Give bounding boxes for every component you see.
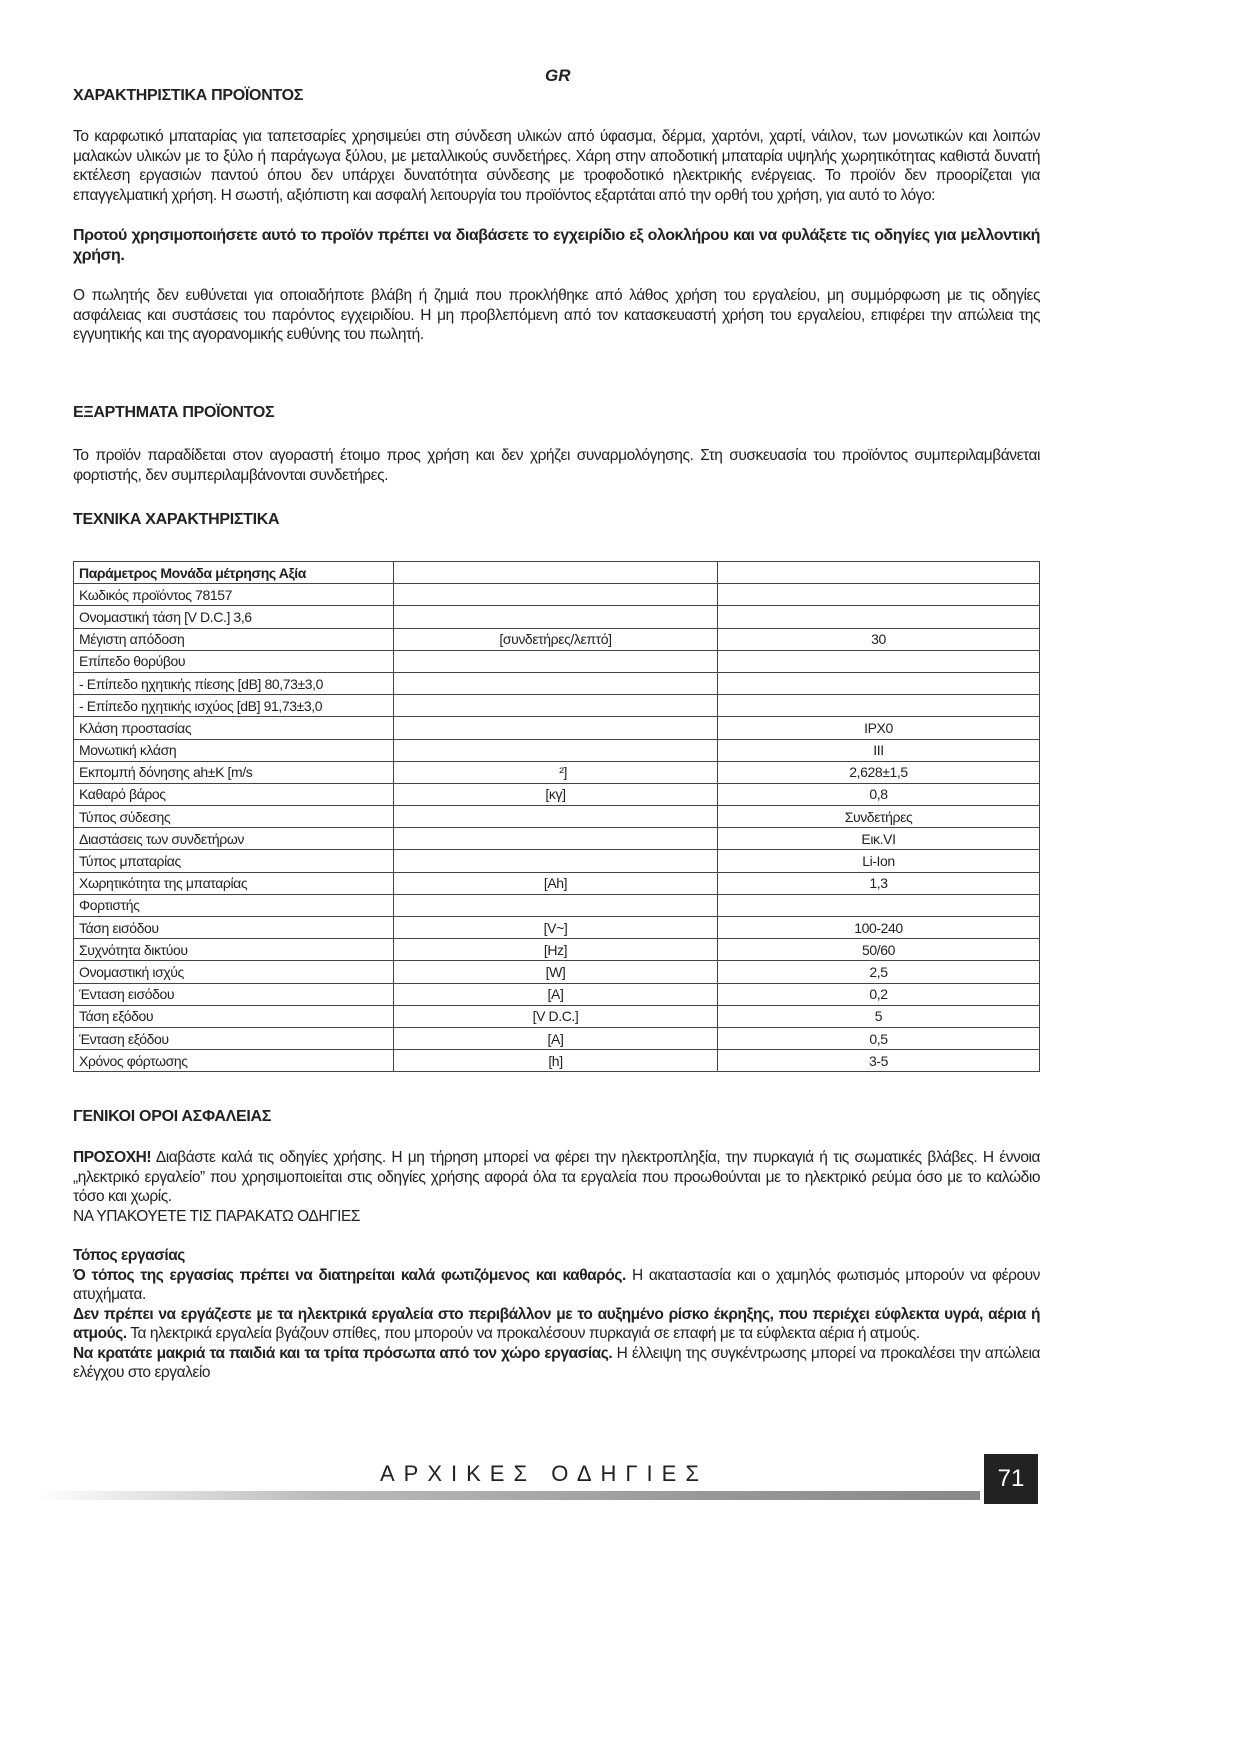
- table-cell: 0,8: [718, 783, 1040, 805]
- table-cell: Li-Ion: [718, 850, 1040, 872]
- table-cell: [συνδετήρες/λεπτό]: [394, 628, 718, 650]
- specs-table: [73, 561, 1040, 1072]
- table-row: [74, 983, 1040, 1005]
- table-row: [74, 717, 1040, 739]
- footer-title: ΑΡΧΙΚΕΣ ΟΔΗΓΙΕΣ: [380, 1461, 708, 1486]
- table-cell: [718, 584, 1040, 606]
- page-number: 71: [984, 1454, 1038, 1504]
- table-row: [74, 739, 1040, 761]
- table-cell: [κγ]: [394, 783, 718, 805]
- table-cell: 50/60: [718, 939, 1040, 961]
- table-cell: [394, 739, 718, 761]
- table-cell: ²]: [394, 761, 718, 783]
- table-cell: - Επίπεδο ηχητικής πίεσης [dB] 80,73±3,0: [74, 672, 394, 694]
- table-cell: [718, 894, 1040, 916]
- table-cell: Ένταση εισόδου: [74, 983, 394, 1005]
- table-row: [74, 584, 1040, 606]
- table-cell: [h]: [394, 1050, 718, 1072]
- table-cell: [394, 828, 718, 850]
- table-row: [74, 828, 1040, 850]
- table-cell: Διαστάσεις των συνδετήρων: [74, 828, 394, 850]
- rule-bold: Δεν πρέπει να εργάζεστε με τα ηλεκτρικά εργαλεία στο περιβάλλον με το αυξημένο ρίσκο έκρηξης, που περιέχει εύφλεκτα υγρά, αέρια ή ατμούς.: [73, 1305, 1040, 1342]
- table-cell: Χρόνος φόρτωσης: [74, 1050, 394, 1072]
- table-cell: Συχνότητα δικτύου: [74, 939, 394, 961]
- section-title: ΓΕΝΙΚΟΙ ΟΡΟΙ ΑΣΦΑΛΕΙΑΣ: [73, 1108, 272, 1125]
- rule-text: Τα ηλεκτρικά εργαλεία βγάζουν σπίθες, που μπορούν να προκαλέσουν πυρκαγιά σε επαφή με τα εύφλεκτα αέρια ή ατμούς.: [126, 1325, 920, 1342]
- table-cell: Τύπος μπαταρίας: [74, 850, 394, 872]
- table-cell: 2,628±1,5: [718, 761, 1040, 783]
- table-cell: Εκπομπή δόνησης ah±K [m/s: [74, 761, 394, 783]
- header-cell: [394, 562, 718, 584]
- rule-bold: Ό τόπος της εργασίας πρέπει να διατηρείται καλά φωτιζόμενος και καθαρός.: [73, 1266, 626, 1284]
- table-row: [74, 917, 1040, 939]
- table-cell: Ένταση εξόδου: [74, 1027, 394, 1049]
- warning-label: ΠΡΟΣΟΧΗ!: [73, 1149, 152, 1166]
- table-row: [74, 872, 1040, 894]
- table-row: [74, 672, 1040, 694]
- paragraph-bold: Προτού χρησιμοποιήσετε αυτό το προϊόν πρέπει να διαβάσετε το εγχειρίδιο εξ ολοκλήρου και να φυλάξετε τις οδηγίες για μελλοντική χρήση.: [73, 227, 1040, 264]
- table-row: [74, 806, 1040, 828]
- table-cell: [718, 606, 1040, 628]
- instruction-heading: ΝΑ ΥΠΑΚΟΥΕΤΕ ΤΙΣ ΠΑΡΑΚΑΤΩ ΟΔΗΓΙΕΣ: [73, 1207, 361, 1225]
- table-cell: [394, 606, 718, 628]
- footer-bar: [35, 1491, 980, 1500]
- warning-text: Διαβάστε καλά τις οδηγίες χρήσης. Η μη τήρηση μπορεί να φέρει την ηλεκτροπληξία, την πυρκαγιά ή τις σωματικές βλάβες. Η έννοια „ηλεκτρικό εργαλείο” που χρησιμοποιείται στις οδηγίες χρήσης αφορά όλα τα εργαλεία που προωθούνται με το ηλεκτρικό ρεύμα όσο με το καλώδιο τόσο και χωρίς.: [73, 1149, 1040, 1205]
- table-cell: [Ah]: [394, 872, 718, 894]
- table-cell: 100-240: [718, 917, 1040, 939]
- table-row: [74, 961, 1040, 983]
- table-cell: [V~]: [394, 917, 718, 939]
- table-cell: Ονομαστική τάση [V D.C.] 3,6: [74, 606, 394, 628]
- table-row: [74, 606, 1040, 628]
- table-cell: Τάση εισόδου: [74, 917, 394, 939]
- table-cell: 1,3: [718, 872, 1040, 894]
- rule-text: Η ακαταστασία και ο χαμηλός φωτισμός μπορούν να φέρουν ατυχήματα.: [73, 1266, 1040, 1303]
- table-cell: [394, 584, 718, 606]
- table-cell: Κωδικός προϊόντος 78157: [74, 584, 394, 606]
- table-row: [74, 695, 1040, 717]
- table-cell: [394, 717, 718, 739]
- table-cell: [Hz]: [394, 939, 718, 961]
- table-cell: Χωρητικότητα της μπαταρίας: [74, 872, 394, 894]
- section-accessories: [73, 404, 1040, 485]
- table-cell: 2,5: [718, 961, 1040, 983]
- table-cell: [394, 806, 718, 828]
- table-cell: 30: [718, 628, 1040, 650]
- paragraph: Το προϊόν παραδίδεται στον αγοραστή έτοιμο προς χρήση και δεν χρήζει συναρμολόγησης. Στη συσκευασία του προϊόντος συμπεριλαμβάνεται φορτιστής, δεν συμπεριλαμβάνονται συνδετήρες.: [73, 447, 1040, 484]
- table-cell: Φορτιστής: [74, 894, 394, 916]
- table-cell: Τάση εξόδου: [74, 1005, 394, 1027]
- rule-bold: Να κρατάτε μακριά τα παιδιά και τα τρίτα πρόσωπα από τον χώρο εργασίας.: [73, 1344, 613, 1362]
- table-cell: III: [718, 739, 1040, 761]
- table-cell: Καθαρό βάρος: [74, 783, 394, 805]
- table-cell: [W]: [394, 961, 718, 983]
- section-technical: [73, 511, 1040, 1072]
- table-row: [74, 1027, 1040, 1049]
- table-cell: [394, 850, 718, 872]
- table-cell: Συνδετήρες: [718, 806, 1040, 828]
- rule-text: Η έλλειψη της συγκέντρωσης μπορεί να προκαλέσει την απώλεια ελέγχου στο εργαλείο: [73, 1344, 1040, 1381]
- table-cell: Μονωτική κλάση: [74, 739, 394, 761]
- section-title: ΤΕΧΝΙΚΑ ΧΑΡΑΚΤΗΡΙΣΤΙΚΑ: [73, 511, 280, 528]
- table-cell: [A]: [394, 1027, 718, 1049]
- table-cell: [718, 695, 1040, 717]
- table-cell: [A]: [394, 983, 718, 1005]
- table-header-row: [74, 562, 1040, 584]
- table-row: [74, 894, 1040, 916]
- table-row: [74, 1005, 1040, 1027]
- table-cell: 3-5: [718, 1050, 1040, 1072]
- table-cell: 0,5: [718, 1027, 1040, 1049]
- table-row: [74, 850, 1040, 872]
- language-code: GR: [545, 66, 571, 85]
- table-cell: 5: [718, 1005, 1040, 1027]
- table-row: [74, 628, 1040, 650]
- table-cell: - Επίπεδο ηχητικής ισχύος [dB] 91,73±3,0: [74, 695, 394, 717]
- table-cell: Ονομαστική ισχύς: [74, 961, 394, 983]
- table-cell: [394, 894, 718, 916]
- table-cell: Κλάση προστασίας: [74, 717, 394, 739]
- table-cell: Επίπεδο θορύβου: [74, 650, 394, 672]
- section-product-features: [73, 87, 1040, 345]
- table-cell: [394, 650, 718, 672]
- table-cell: [V D.C.]: [394, 1005, 718, 1027]
- table-row: [74, 761, 1040, 783]
- table-cell: [718, 672, 1040, 694]
- table-cell: 0,2: [718, 983, 1040, 1005]
- table-cell: [394, 672, 718, 694]
- table-row: [74, 1050, 1040, 1072]
- section-safety: [73, 1108, 1040, 1383]
- table-row: [74, 783, 1040, 805]
- paragraph: Το καρφωτικό μπαταρίας για ταπετσαρίες χρησιμεύει στη σύνδεση υλικών από ύφασμα, δέρμα, χαρτόνι, χαρτί, νάιλον, των μονωτικών και λοιπών μαλακών υλικών με το ξύλο ή παράγωγα ξύλου, με μεταλλικούς συνδετήρες. Χάρη στην αποδοτική μπαταρία υψηλής χωρητικότητας καθιστά δυνατή εκτέλεση εργασιών παντού όπου δεν υπάρχει δυνατότητα σύνδεσης με τροφοδοτικό ηλεκτρικής ενέργειας. Το προϊόν δεν προορίζεται για επαγγελματική χρήση. Η σωστή, αξιόπιστη και ασφαλή λειτουργία του προϊόντος εξαρτάται από την ορθή του χρήση, για αυτό το λόγο:: [73, 128, 1040, 204]
- table-cell: IPX0: [718, 717, 1040, 739]
- subsection-title: Τόπος εργασίας: [73, 1247, 185, 1264]
- header-cell: Παράμετρος Μονάδα μέτρησης Αξία: [74, 562, 394, 584]
- section-title: ΧΑΡΑΚΤΗΡΙΣΤΙΚΑ ΠΡΟΪΟΝΤΟΣ: [73, 87, 304, 104]
- header-cell: [718, 562, 1040, 584]
- table-row: [74, 939, 1040, 961]
- paragraph: Ο πωλητής δεν ευθύνεται για οποιαδήποτε βλάβη ή ζημιά που προκλήθηκε από λάθος χρήση του εργαλείου, μη συμμόρφωση με τις οδηγίες ασφάλειας και συστάσεις του παρόντος εγχειριδίου. Η μη προβλεπόμενη από τον κατασκευαστή χρήση του εργαλείου, επιφέρει την απώλεια της εγγυητικής και της αγορανομικής ευθύνης του πωλητή.: [73, 287, 1040, 343]
- table-row: [74, 650, 1040, 672]
- table-cell: Μέγιστη απόδοση: [74, 628, 394, 650]
- table-cell: Εικ.VI: [718, 828, 1040, 850]
- table-cell: [718, 650, 1040, 672]
- table-cell: Τύπος σύδεσης: [74, 806, 394, 828]
- table-cell: [394, 695, 718, 717]
- section-title: ΕΞΑΡΤΗΜΑΤΑ ΠΡΟΪΟΝΤΟΣ: [73, 404, 275, 421]
